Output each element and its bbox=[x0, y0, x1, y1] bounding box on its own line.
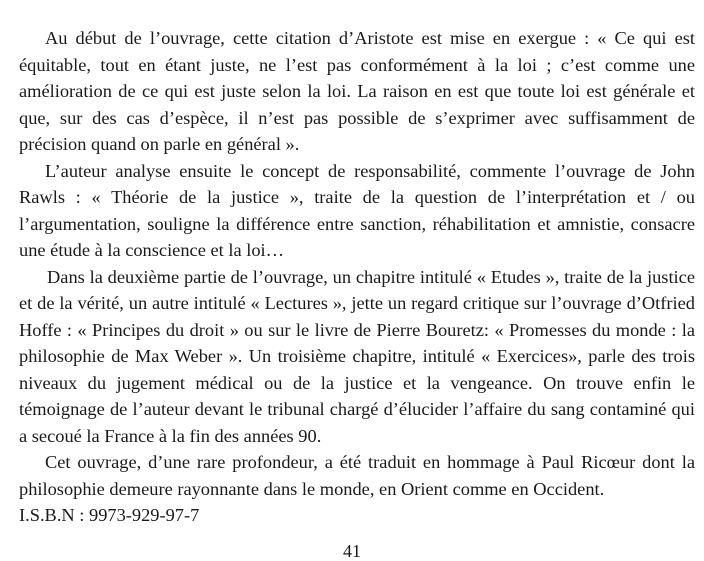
isbn-line: I.S.B.N : 9973-929-97-7 bbox=[19, 505, 200, 525]
page-number: 41 bbox=[343, 541, 361, 561]
paragraph-hommage-ricoeur: Cet ouvrage, d’une rare profondeur, a été traduit en hommage à Paul Ricœur dont la philosophie demeure rayonnante dans le monde, en Orient comme en Occident. bbox=[19, 452, 695, 499]
paragraph-aristote-quote: Au début de l’ouvrage, cette citation d’Aristote est mise en exergue : « Ce qui est équitable, tout en étant juste, ne l’est pas conformément à la loi ; c’est comme une amélioration de ce qui est juste selon la loi. La raison en est que toute loi est générale et que, sur des cas d’espèce, il n’est pas possible de s’exprimer avec suffisamment de précision quand on parle en général ». bbox=[19, 28, 695, 154]
paragraph-responsabilite: L’auteur analyse ensuite le concept de responsabilité, commente l’ouvrage de John Rawls : « Théorie de la justice », traite de la question de l’interprétation et / ou l’argumentation, souligne la différence entre sanction, réhabilitation et amnistie, consacre une étude à la conscience et la loi… bbox=[19, 160, 695, 260]
paragraph-deuxieme-partie: Dans la deuxième partie de l’ouvrage, un chapitre intitulé « Etudes », traite de la justice et de la vérité, un autre intitulé « Lectures », jette un regard critique sur l’ouvrage d’Otfried Hoffe : « Principes du droit » ou sur le livre de Pierre Bouretz: « Promesses du monde : la philosophie de Max Weber ». Un troisième chapitre, intitulé « Exercices», parle des trois niveaux du jugement médical ou de la justice et la vengeance. On trouve enfin le témoignage de l’auteur devant le tribunal chargé d’élucider l’affaire du sang contaminé qui a secoué la France à la fin des années 90. bbox=[19, 266, 695, 446]
document-body bbox=[19, 25, 695, 529]
